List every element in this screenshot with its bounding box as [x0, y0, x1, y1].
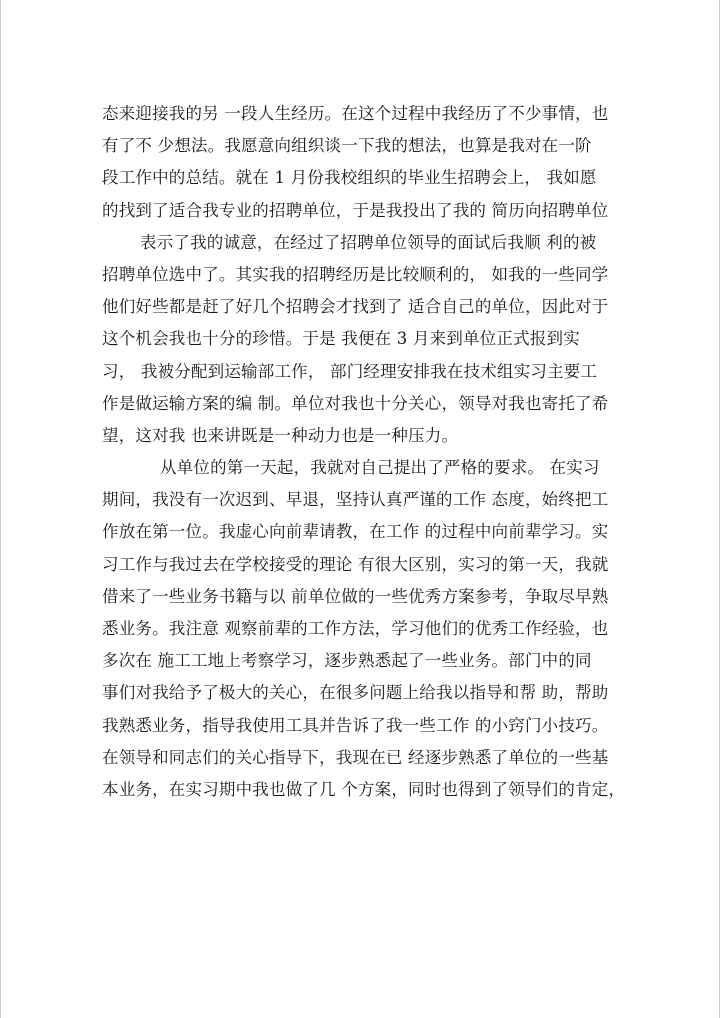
text-line: 在领导和同志们的关心指导下，我现在已 经逐步熟悉了单位的一些基 [102, 747, 609, 767]
text-line: 我熟悉业务，指导我使用工具并告诉了我一些工作 的小窍门小技巧。 [102, 715, 609, 735]
text-line: 段工作中的总结。就在 1 月份我校组织的毕业生招聘会上， 我如愿 [102, 168, 597, 188]
text-line: 习工作与我过去在学校接受的理论 有很大区别，实习的第一天，我就 [102, 554, 609, 574]
text-line: 作放在第一位。我虚心向前辈请教，在工作 的过程中向前辈学习。实 [102, 522, 609, 542]
text-line: 事们对我给予了极大的关心，在很多问题上给我以指导和帮 助，帮助 [102, 683, 609, 703]
text-line: 作是做运输方案的编 制。单位对我也十分关心，领导对我也寄托了希 [102, 393, 609, 413]
text-line: 他们好些都是赶了好几个招聘会才找到了 适合自己的单位，因此对于 [102, 297, 609, 317]
text-line: 有了不 少想法。我愿意向组织谈一下我的想法，也算是我对在一阶 [102, 136, 592, 156]
text-line: 望，这对我 也来讲既是一种动力也是一种压力。 [102, 425, 459, 445]
text-line: 从单位的第一天起，我就对自己提出了严格的要求。 在实习 [160, 458, 600, 478]
body-text [102, 98, 626, 806]
text-line: 多次在 施工工地上考察学习，逐步熟悉起了一些业务。部门中的同 [102, 651, 592, 671]
text-line: 态来迎接我的另 一段人生经历。在这个过程中我经历了不少事情，也 [102, 104, 609, 123]
text-line: 表示了我的诚意，在经过了招聘单位领导的面试后我顺 利的被 [140, 232, 597, 252]
text-line: 的找到了适合我专业的招聘单位，于是我投出了我的 简历向招聘单位 [102, 200, 609, 220]
text-line: 本业务，在实习期中我也做了几 个方案，同时也得到了领导们的肯定， [102, 779, 626, 799]
text-line: 习， 我被分配到运输部工作， 部门经理安排我在技术组实习主要工 [102, 361, 598, 381]
text-line: 招聘单位选中了。其实我的招聘经历是比较顺利的， 如我的一些同学 [102, 264, 609, 284]
text-line: 这个机会我也十分的珍惜。于是 我便在 3 月来到单位正式报到实 [102, 329, 580, 349]
text-line: 借来了一些业务书籍与以 前单位做的一些优秀方案参考，争取尽早熟 [102, 586, 609, 606]
text-line: 期间，我没有一次迟到、早退，坚持认真严谨的工作 态度，始终把工 [102, 490, 609, 510]
text-line: 悉业务。我注意 观察前辈的工作方法，学习他们的优秀工作经验，也 [102, 619, 609, 638]
